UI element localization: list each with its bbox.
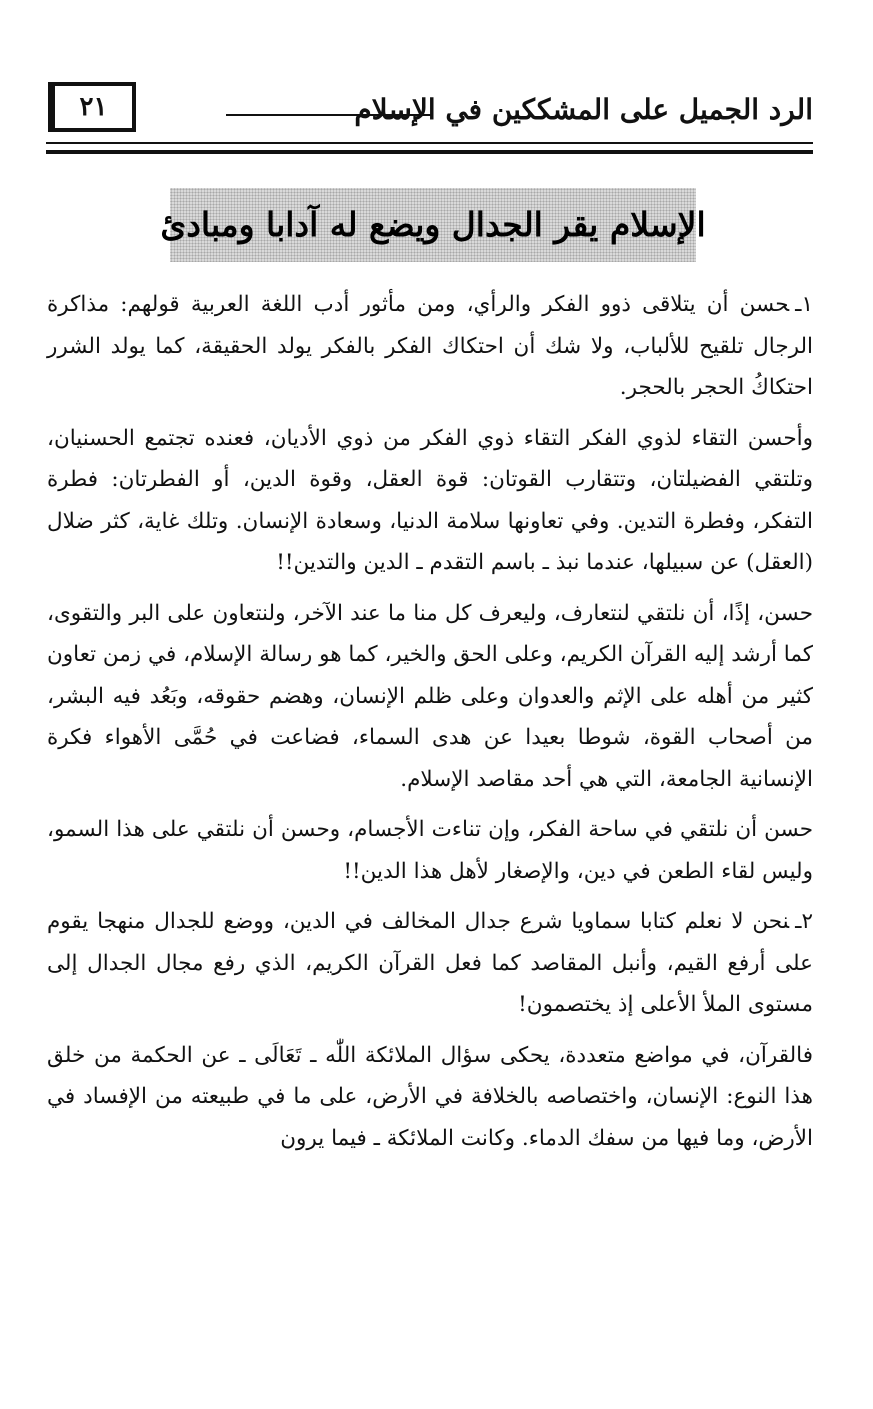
item-number: ١ـ bbox=[795, 292, 813, 317]
paragraph-text: حسن أن نلتقي في ساحة الفكر، وإن تناءت الأجسام، وحسن أن نلتقي على هذا السمو، وليس لقاء الطعن في دين، والإصغار لأهل هذا الدين!! bbox=[47, 817, 813, 884]
paragraph-text: نحن لا نعلم كتابا سماويا شرع جدال المخالف في الدين، ووضع للجدال منهجا يقوم على أرفع القيم، وأنبل المقاصد كما فعل القرآن الكريم، الذي رفع مجال الجدال إلى مستوى الملأ الأعلى إذ يختصمون! bbox=[47, 909, 813, 1017]
paragraph-text: حسن، إذًا، أن نلتقي لنتعارف، وليعرف كل منا ما عند الآخر، ولنتعاون على البر والتقوى، كما أرشد إليه القرآن الكريم، وعلى الحق والخير، كما هو رسالة الإسلام، في زمن تعاون كثير من أهله على الإثم والعدوان وعلى ظلم الإنسان، وهضم حقوقه، وبَعُد فيه البشر، من أصحاب القوة، شوطا بعيدا عن هدى السماء، فضاعت في حُمَّى الأهواء فكرة الإنسانية الجامعة، التي هي أحد مقاصد الإسلام. bbox=[47, 600, 813, 792]
paragraph bbox=[47, 284, 813, 409]
book-title: الرد الجميل على المشككين في الإسلام bbox=[354, 93, 813, 126]
paragraph bbox=[47, 418, 813, 584]
paragraph bbox=[47, 1035, 813, 1160]
paragraph-text: حسن أن يتلاقى ذوو الفكر والرأي، ومن مأثور أدب اللغة العربية قولهم: مذاكرة الرجال تلقيح للألباب، ولا شك أن احتكاك الفكر بالفكر يولد الحقيقة، كما يولد الشرر احتكاكُ الحجر بالحجر. bbox=[47, 292, 813, 400]
item-number: ٢ـ bbox=[795, 909, 814, 934]
paragraph bbox=[47, 593, 813, 801]
page-number: ٢١ bbox=[48, 82, 136, 132]
paragraph-text: وأحسن التقاء لذوي الفكر التقاء ذوي الفكر من ذوي الأديان، فعنده تجتمع الحسنيان، وتلتقي الفضيلتان، وتتقارب القوتان: قوة العقل، وقوة الدين، أو الفطرتان: فطرة التفكر، وفطرة التدين. وفي تعاونها سلامة الدنيا، وسعادة الإنسان. وتلك غاية، كثر ضلال (العقل) عن سبيلها، عندما نبذ ـ باسم التقدم ـ الدين والتدين!! bbox=[47, 425, 813, 575]
title-rule bbox=[226, 114, 433, 116]
header-divider bbox=[46, 142, 813, 154]
paragraph bbox=[47, 809, 813, 892]
chapter-heading-band bbox=[160, 188, 706, 262]
paragraph-text: فالقرآن، في مواضع متعددة، يحكى سؤال الملائكة اللّٰه ـ تَعَالَى ـ عن الحكمة من خلق هذا النوع: الإنسان، واختصاصه بالخلافة في الأرض، على ما في طبيعته من الإفساد في الأرض، وما فيها من سفك الدماء. وكانت الملائكة ـ فيما يرون bbox=[47, 1042, 813, 1151]
chapter-heading: الإسلام يقر الجدال ويضع له آدابا ومبادئ bbox=[160, 205, 706, 245]
body-text bbox=[47, 284, 813, 1159]
paragraph bbox=[47, 901, 813, 1026]
